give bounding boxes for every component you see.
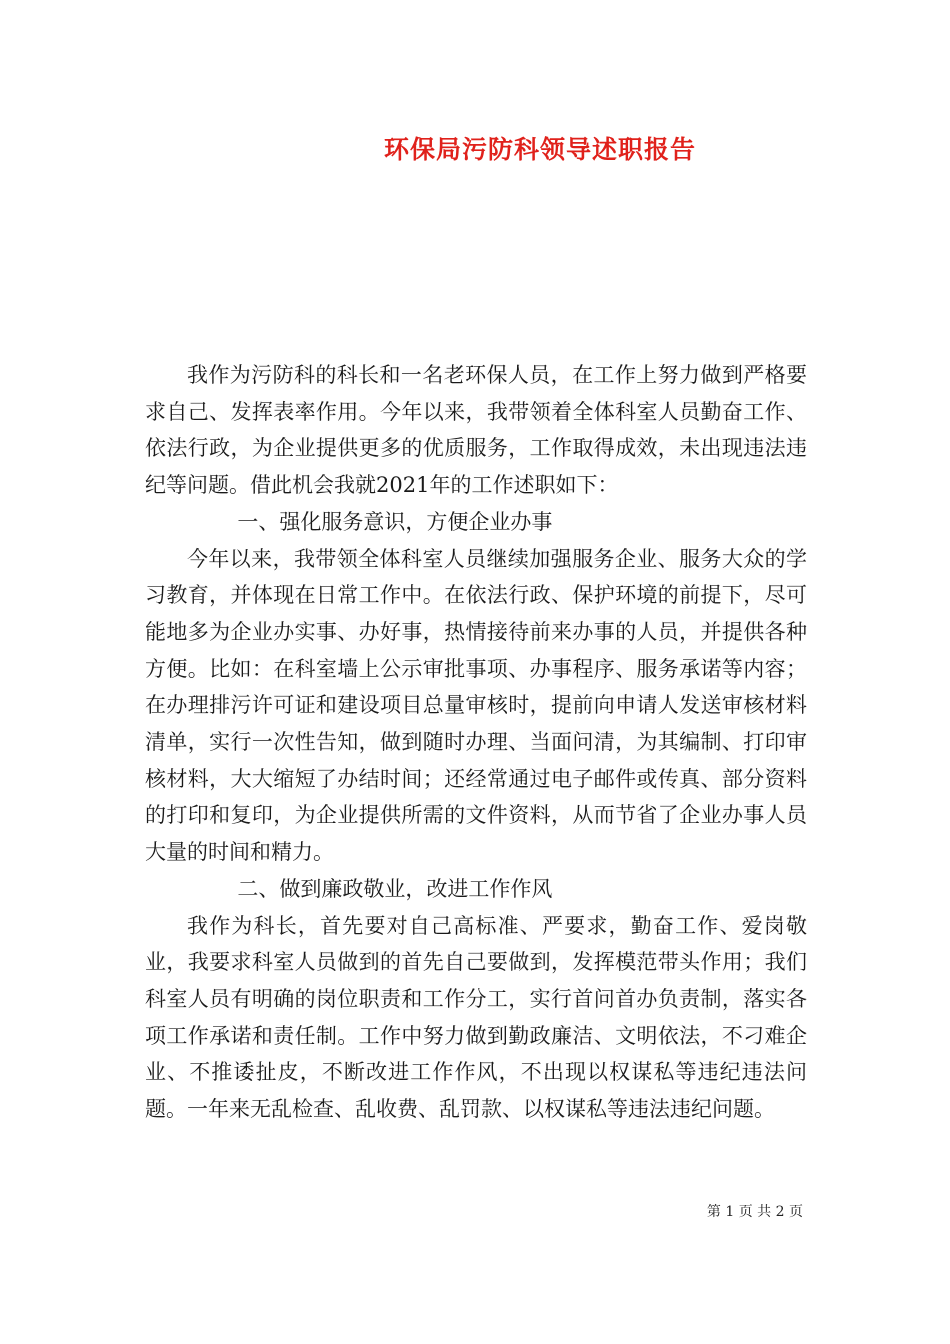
- paragraph-intro: 我作为污防科的科长和一名老环保人员，在工作上努力做到严格要求自己、发挥表率作用。今年以来，我带领着全体科室人员勤奋工作、依法行政，为企业提供更多的优质服务，工作取得成效，未出现违法违纪等问题。借此机会我就2021年的工作述职如下：: [145, 363, 807, 498]
- document-body: [145, 357, 807, 1128]
- document-title: 环保局污防科领导述职报告: [383, 135, 696, 164]
- paragraph-section-2: 我作为科长，首先要对自己高标准、严要求，勤奋工作、爱岗敬业，我要求科室人员做到的首先自己要做到，发挥模范带头作用；我们科室人员有明确的岗位职责和工作分工，实行首问首办负责制，落实各项工作承诺和责任制。工作中努力做到勤政廉洁、文明依法，不刁难企业、不推诿扯皮，不断改进工作作风，不出现以权谋私等违纪违法问题。一年来无乱检查、乱收费、乱罚款、以权谋私等违法违纪问题。: [145, 913, 807, 1122]
- page-number-footer: 第 1 页 共 2 页: [706, 1204, 803, 1220]
- section-heading-1: 一、强化服务意识，方便企业办事: [237, 509, 553, 534]
- section-heading-2: 二、做到廉政敬业，改进工作作风: [237, 876, 553, 901]
- paragraph-section-1: 今年以来，我带领全体科室人员继续加强服务企业、服务大众的学习教育，并体现在日常工作中。在依法行政、保护环境的前提下，尽可能地多为企业办实事、办好事，热情接待前来办事的人员，并提供各种方便。比如：在科室墙上公示审批事项、办事程序、服务承诺等内容；在办理排污许可证和建设项目总量审核时，提前向申请人发送审核材料清单，实行一次性告知，做到随时办理、当面问清，为其编制、打印审核材料，大大缩短了办结时间；还经常通过电子邮件或传真、部分资料的打印和复印，为企业提供所需的文件资料，从而节省了企业办事人员大量的时间和精力。: [145, 546, 807, 865]
